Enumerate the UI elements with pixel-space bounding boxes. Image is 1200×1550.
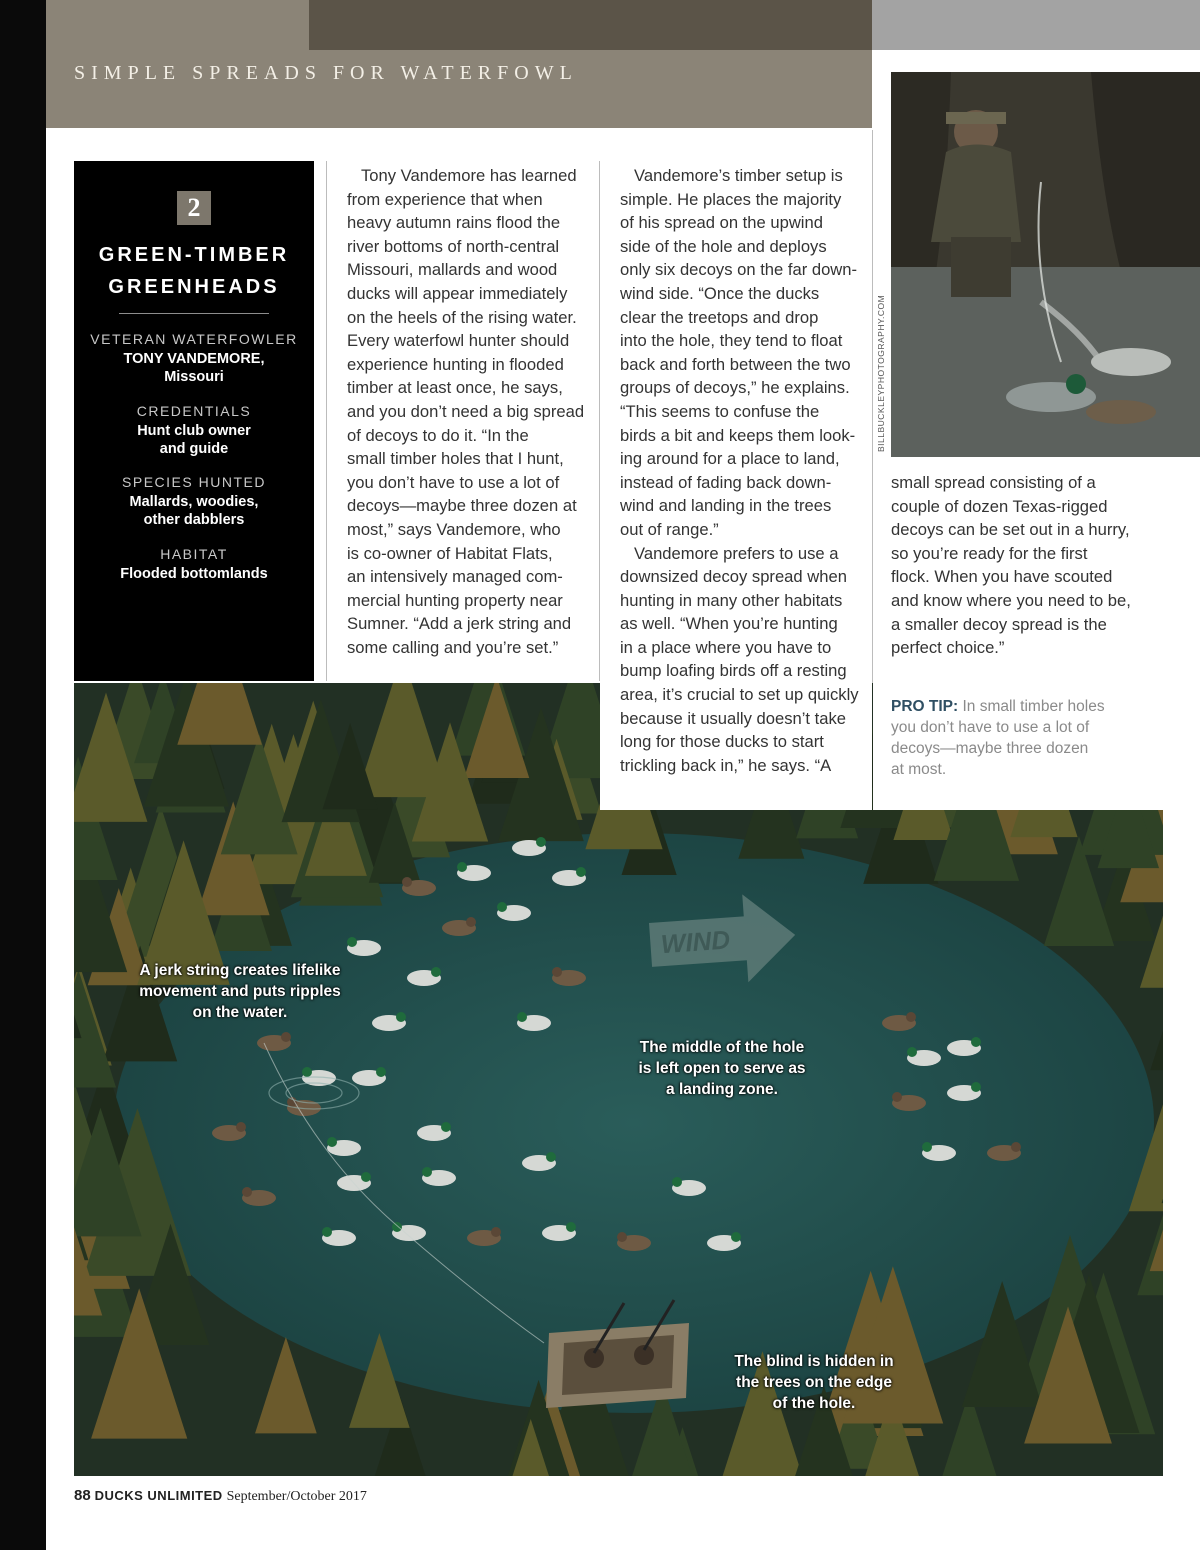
text-line: in a place where you have to	[620, 637, 832, 657]
page-footer	[74, 1487, 367, 1505]
text-line: bump loafing birds off a resting	[620, 661, 847, 681]
text-line: couple of dozen Texas-rigged	[891, 496, 1108, 516]
text-line: area, it’s crucial to set up quickly	[620, 685, 859, 705]
spread-number-badge: 2	[177, 191, 211, 225]
sidebar-divider	[119, 313, 269, 314]
text-line: Vandemore prefers to use a	[634, 543, 839, 563]
text-line: and know where you need to be,	[891, 590, 1131, 610]
caption-line: on the water.	[192, 1004, 288, 1021]
text-line: because it usually doesn’t take	[620, 708, 847, 728]
text-line: Missouri, mallards and wood	[347, 260, 558, 280]
top-color-band	[46, 0, 309, 50]
pro-tip-text: decoys—maybe three dozen	[891, 740, 1089, 757]
hunter-photo	[891, 72, 1200, 457]
text-line: of decoys to do it. “In the	[347, 425, 529, 445]
field-label: VETERAN WATERFOWLER	[90, 331, 298, 347]
field-value: Flooded bottomlands	[120, 566, 268, 582]
hunter-cap	[946, 112, 1006, 124]
text-line: as well. “When you’re hunting	[620, 614, 838, 634]
text-line: into the hole, they tend to float	[620, 331, 843, 351]
caption-line: movement and puts ripples	[139, 983, 341, 1000]
text-line: downsized decoy spread when	[620, 567, 847, 587]
sidebar-title-line: GREEN-TIMBER	[98, 244, 290, 266]
text-line: flock. When you have scouted	[891, 567, 1113, 587]
decoy-icon	[1091, 348, 1171, 376]
text-line: simple. He places the majority	[620, 189, 842, 209]
text-line: long for those ducks to start	[620, 732, 824, 752]
text-line: Vandemore’s timber setup is	[634, 166, 843, 185]
text-line: of his spread on the upwind	[620, 213, 823, 233]
top-color-band-dark	[309, 0, 872, 50]
caption-line: A jerk string creates lifelike	[139, 962, 341, 979]
field-label: HABITAT	[160, 546, 228, 562]
pro-tip-label: PRO TIP:	[891, 698, 959, 715]
photo-credit: BILLBUCKLEYPHOTOGRAPHY.COM	[876, 294, 886, 452]
text-line: Every waterfowl hunter should	[347, 331, 570, 351]
article-column-2	[620, 164, 860, 777]
article-column-1	[347, 164, 587, 659]
text-line: instead of fading back down-	[620, 472, 832, 492]
text-line: back and forth between the two	[620, 354, 851, 374]
caption-line: the trees on the edge	[736, 1374, 892, 1391]
caption-line: of the hole.	[772, 1395, 856, 1412]
text-line: timber at least once, he says,	[347, 378, 563, 398]
pro-tip	[891, 696, 1131, 780]
text-line: Tony Vandemore has learned	[361, 166, 577, 185]
text-line: only six decoys on the far down-	[620, 260, 858, 280]
pro-tip-text: In small timber holes	[958, 698, 1105, 715]
text-line: decoys can be set out in a hurry,	[891, 520, 1130, 540]
text-line: birds a bit and keeps them look-	[620, 425, 856, 445]
page-number: 88	[74, 1487, 91, 1504]
text-line: heavy autumn rains flood the	[347, 213, 561, 233]
caption-line: is left open to serve as	[638, 1060, 806, 1077]
pro-tip-text: at most.	[891, 761, 947, 778]
top-color-band-gray	[872, 0, 1200, 50]
text-line: wind side. “Once the ducks	[620, 283, 820, 303]
text-line: small timber holes that I hunt,	[347, 449, 564, 469]
text-line: out of range.”	[620, 519, 719, 539]
text-line: river bottoms of north-central	[347, 236, 560, 256]
text-line: side of the hole and deploys	[620, 236, 827, 256]
text-line: ing around for a place to land,	[620, 449, 840, 469]
sidebar-title	[74, 239, 314, 303]
field-label: SPECIES HUNTED	[122, 474, 266, 490]
magazine-name: DUCKS UNLIMITED	[94, 1488, 223, 1503]
text-line: an intensively managed com-	[347, 567, 563, 587]
text-line: on the heels of the rising water.	[347, 307, 577, 327]
text-line: most,” says Vandemore, who	[347, 519, 561, 539]
caption-line: The blind is hidden in	[734, 1353, 894, 1370]
field-value: other dabblers	[143, 512, 245, 528]
text-line: decoys—maybe three dozen at	[347, 496, 577, 516]
text-line: Sumner. “Add a jerk string and	[347, 614, 572, 634]
text-line: some calling and you’re set.”	[347, 637, 559, 657]
text-line: a smaller decoy spread is the	[891, 614, 1107, 634]
text-line: hunting in many other habitats	[620, 590, 843, 610]
column-rule	[599, 161, 600, 681]
text-line: small spread consisting of a	[891, 473, 1096, 492]
caption-line: The middle of the hole	[639, 1039, 805, 1056]
field-value: Hunt club owner	[137, 423, 251, 439]
caption-landing-zone	[600, 1037, 844, 1100]
decoy-head-icon	[1066, 374, 1086, 394]
text-line: trickling back in,” he says. “A	[620, 755, 832, 775]
field-label: CREDENTIALS	[136, 403, 252, 419]
text-line: “This seems to confuse the	[620, 401, 820, 421]
article-column-3	[891, 471, 1136, 660]
field-value: and guide	[159, 441, 229, 457]
text-line: perfect choice.”	[891, 638, 1005, 658]
wind-label: WIND	[659, 924, 732, 960]
text-line: experience hunting in flooded	[347, 354, 564, 374]
text-line: and you don’t need a big spread	[347, 401, 585, 421]
field-value: TONY VANDEMORE,	[123, 351, 265, 367]
text-line: so you’re ready for the first	[891, 543, 1088, 563]
text-line: is co-owner of Habitat Flats,	[347, 543, 553, 563]
pro-tip-text: you don’t have to use a lot of	[891, 719, 1090, 736]
field-value: Missouri	[164, 369, 224, 385]
sidebar-title-line: GREENHEADS	[108, 276, 280, 298]
issue-date: September/October 2017	[226, 1489, 367, 1504]
text-line: from experience that when	[347, 189, 543, 209]
text-line: groups of decoys,” he explains.	[620, 378, 850, 398]
caption-jerk-string	[120, 960, 360, 1023]
field-value: Mallards, woodies,	[129, 494, 259, 510]
text-line: you don’t have to use a lot of	[347, 472, 560, 492]
caption-blind	[700, 1351, 928, 1414]
profile-sidebar	[74, 161, 314, 681]
column-rule	[326, 161, 327, 681]
text-line: mercial hunting property near	[347, 590, 563, 610]
decoy-icon	[1086, 400, 1156, 424]
page-spine	[0, 0, 46, 1550]
text-line: wind and landing in the trees	[620, 496, 832, 516]
text-line: ducks will appear immediately	[347, 283, 568, 303]
photo-art	[891, 72, 1200, 457]
text-line: clear the treetops and drop	[620, 307, 819, 327]
section-title: SIMPLE SPREADS FOR WATERFOWL	[74, 62, 578, 84]
caption-line: a landing zone.	[666, 1081, 778, 1098]
